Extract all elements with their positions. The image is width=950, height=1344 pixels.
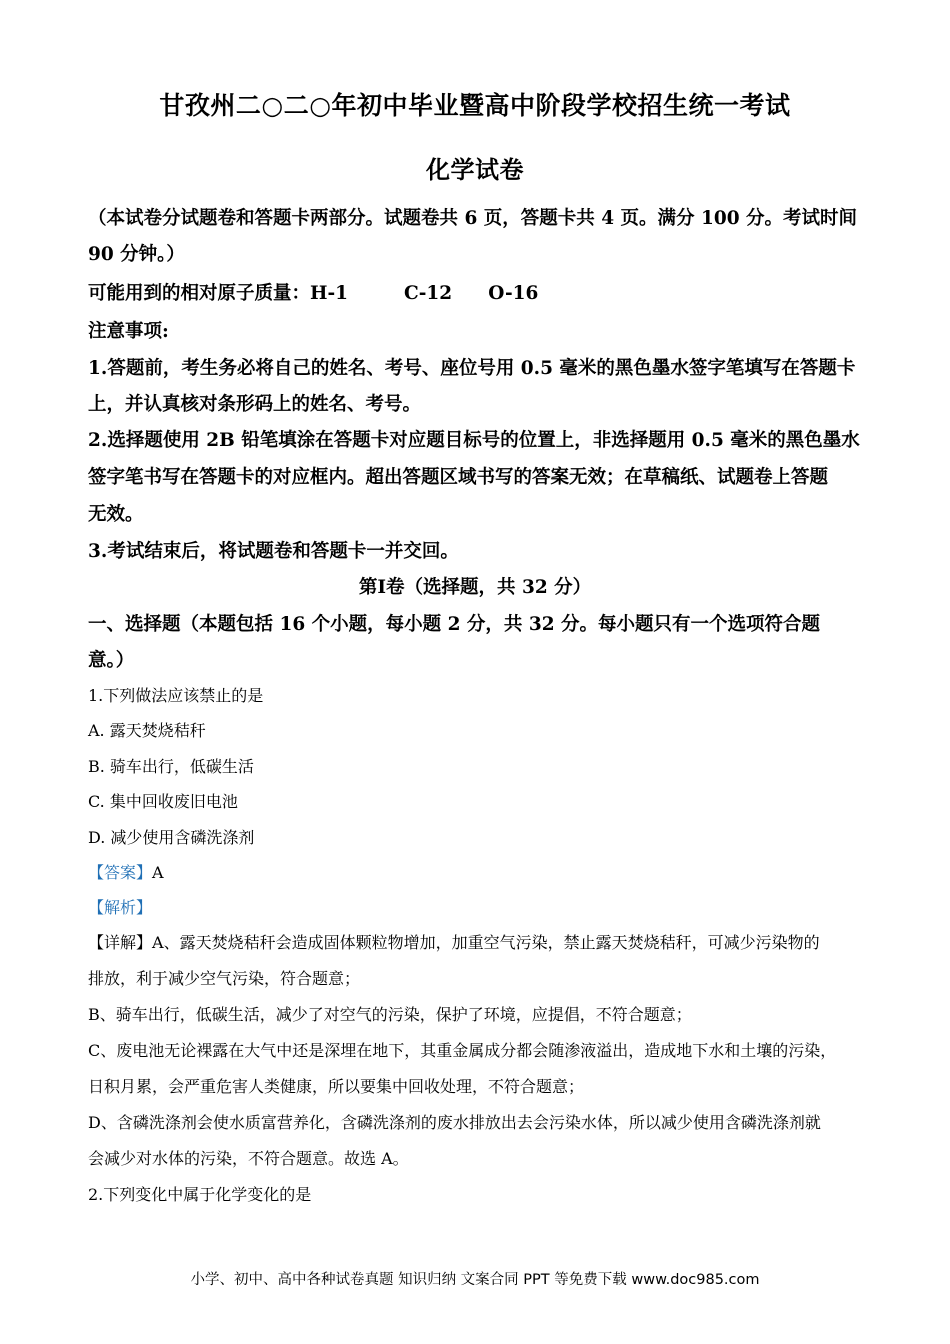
explain-3-line-2: 日积月累，会严重危害人类健康，所以要集中回收处理，不符合题意；	[88, 1077, 585, 1096]
section-heading-line-1: 一、选择题（本题包括 16 个小题，每小题 2 分，共 32 分。每小题只有一个选项符合题	[88, 614, 821, 635]
note-2-line-2: 签字笔书写在答题卡的对应框内。超出答题区域书写的答案无效；在草稿纸、试题卷上答题	[88, 467, 829, 488]
explain-3-line-1: C、废电池无论裸露在大气中还是深埋在地下，其重金属成分都会随渗液溢出，造成地下水和土壤的污染，	[88, 1041, 837, 1060]
explain-4-line-2: 会减少对水体的污染，不符合题意。故选 A。	[88, 1149, 409, 1168]
part-title: 第Ⅰ卷（选择题，共 32 分）	[358, 577, 592, 598]
answer-line	[88, 860, 868, 883]
note-1-line-2: 上，并认真核对条形码上的姓名、考号。	[88, 394, 422, 415]
exam-title: 甘孜州二○二○年初中毕业暨高中阶段学校招生统一考试	[159, 91, 791, 120]
note-3: 3.考试结束后，将试题卷和答题卡一并交回。	[88, 541, 459, 562]
answer-value: A	[152, 863, 164, 882]
notes-title: 注意事项:	[88, 321, 169, 342]
question-1-option-c: C. 集中回收废旧电池	[88, 792, 238, 811]
intro-line-1: （本试卷分试题卷和答题卡两部分。试题卷共 6 页，答题卡共 4 页。满分 100 分。考试时间	[88, 208, 858, 229]
detail-label: 【详解】	[88, 933, 153, 952]
atomic-mass-line	[88, 279, 868, 305]
question-1-option-d: D. 减少使用含磷洗涤剂	[88, 828, 255, 847]
note-2-line-3: 无效。	[88, 504, 144, 525]
atomic-mass-c: C-12	[404, 283, 453, 304]
atomic-mass-o: O-16	[488, 283, 539, 304]
answer-label: 【答案】	[88, 863, 153, 882]
atomic-mass-label: 可能用到的相对原子质量：H-1	[88, 283, 349, 304]
question-2-stem: 2.下列变化中属于化学变化的是	[88, 1185, 312, 1204]
analysis-label: 【解析】	[88, 898, 153, 917]
note-1-line-1: 1.答题前，考生务必将自己的姓名、考号、座位号用 0.5 毫米的黑色墨水签字笔填写在答题卡	[88, 358, 856, 379]
explain-1-line-1: A、露天焚烧秸秆会造成固体颗粒物增加，加重空气污染，禁止露天焚烧秸秆，可减少污染物的	[152, 933, 820, 952]
section-heading-line-2: 意。）	[88, 650, 135, 671]
question-1-option-a: A. 露天焚烧秸秆	[88, 721, 206, 740]
intro-line-2: 90 分钟。）	[88, 244, 185, 265]
question-1-stem: 1.下列做法应该禁止的是	[88, 686, 264, 705]
page-footer: 小学、初中、高中各种试卷真题 知识归纳 文案合同 PPT 等免费下载 www.doc985.com	[190, 1272, 760, 1288]
question-1-option-b: B. 骑车出行，低碳生活	[88, 757, 254, 776]
explain-4-line-1: D、含磷洗涤剂会使水质富营养化，含磷洗涤剂的废水排放出去会污染水体，所以减少使用含磷洗涤剂就	[88, 1113, 821, 1132]
detail-line-1	[88, 930, 868, 953]
exam-subtitle: 化学试卷	[426, 155, 524, 184]
explain-2: B、骑车出行，低碳生活，减少了对空气的污染，保护了环境，应提倡，不符合题意；	[88, 1005, 692, 1024]
explain-1-line-2: 排放，利于减少空气污染，符合题意；	[88, 969, 361, 988]
note-2-line-1: 2.选择题使用 2B 铅笔填涂在答题卡对应题目标号的位置上，非选择题用 0.5 毫米的黑色墨水	[88, 430, 860, 451]
